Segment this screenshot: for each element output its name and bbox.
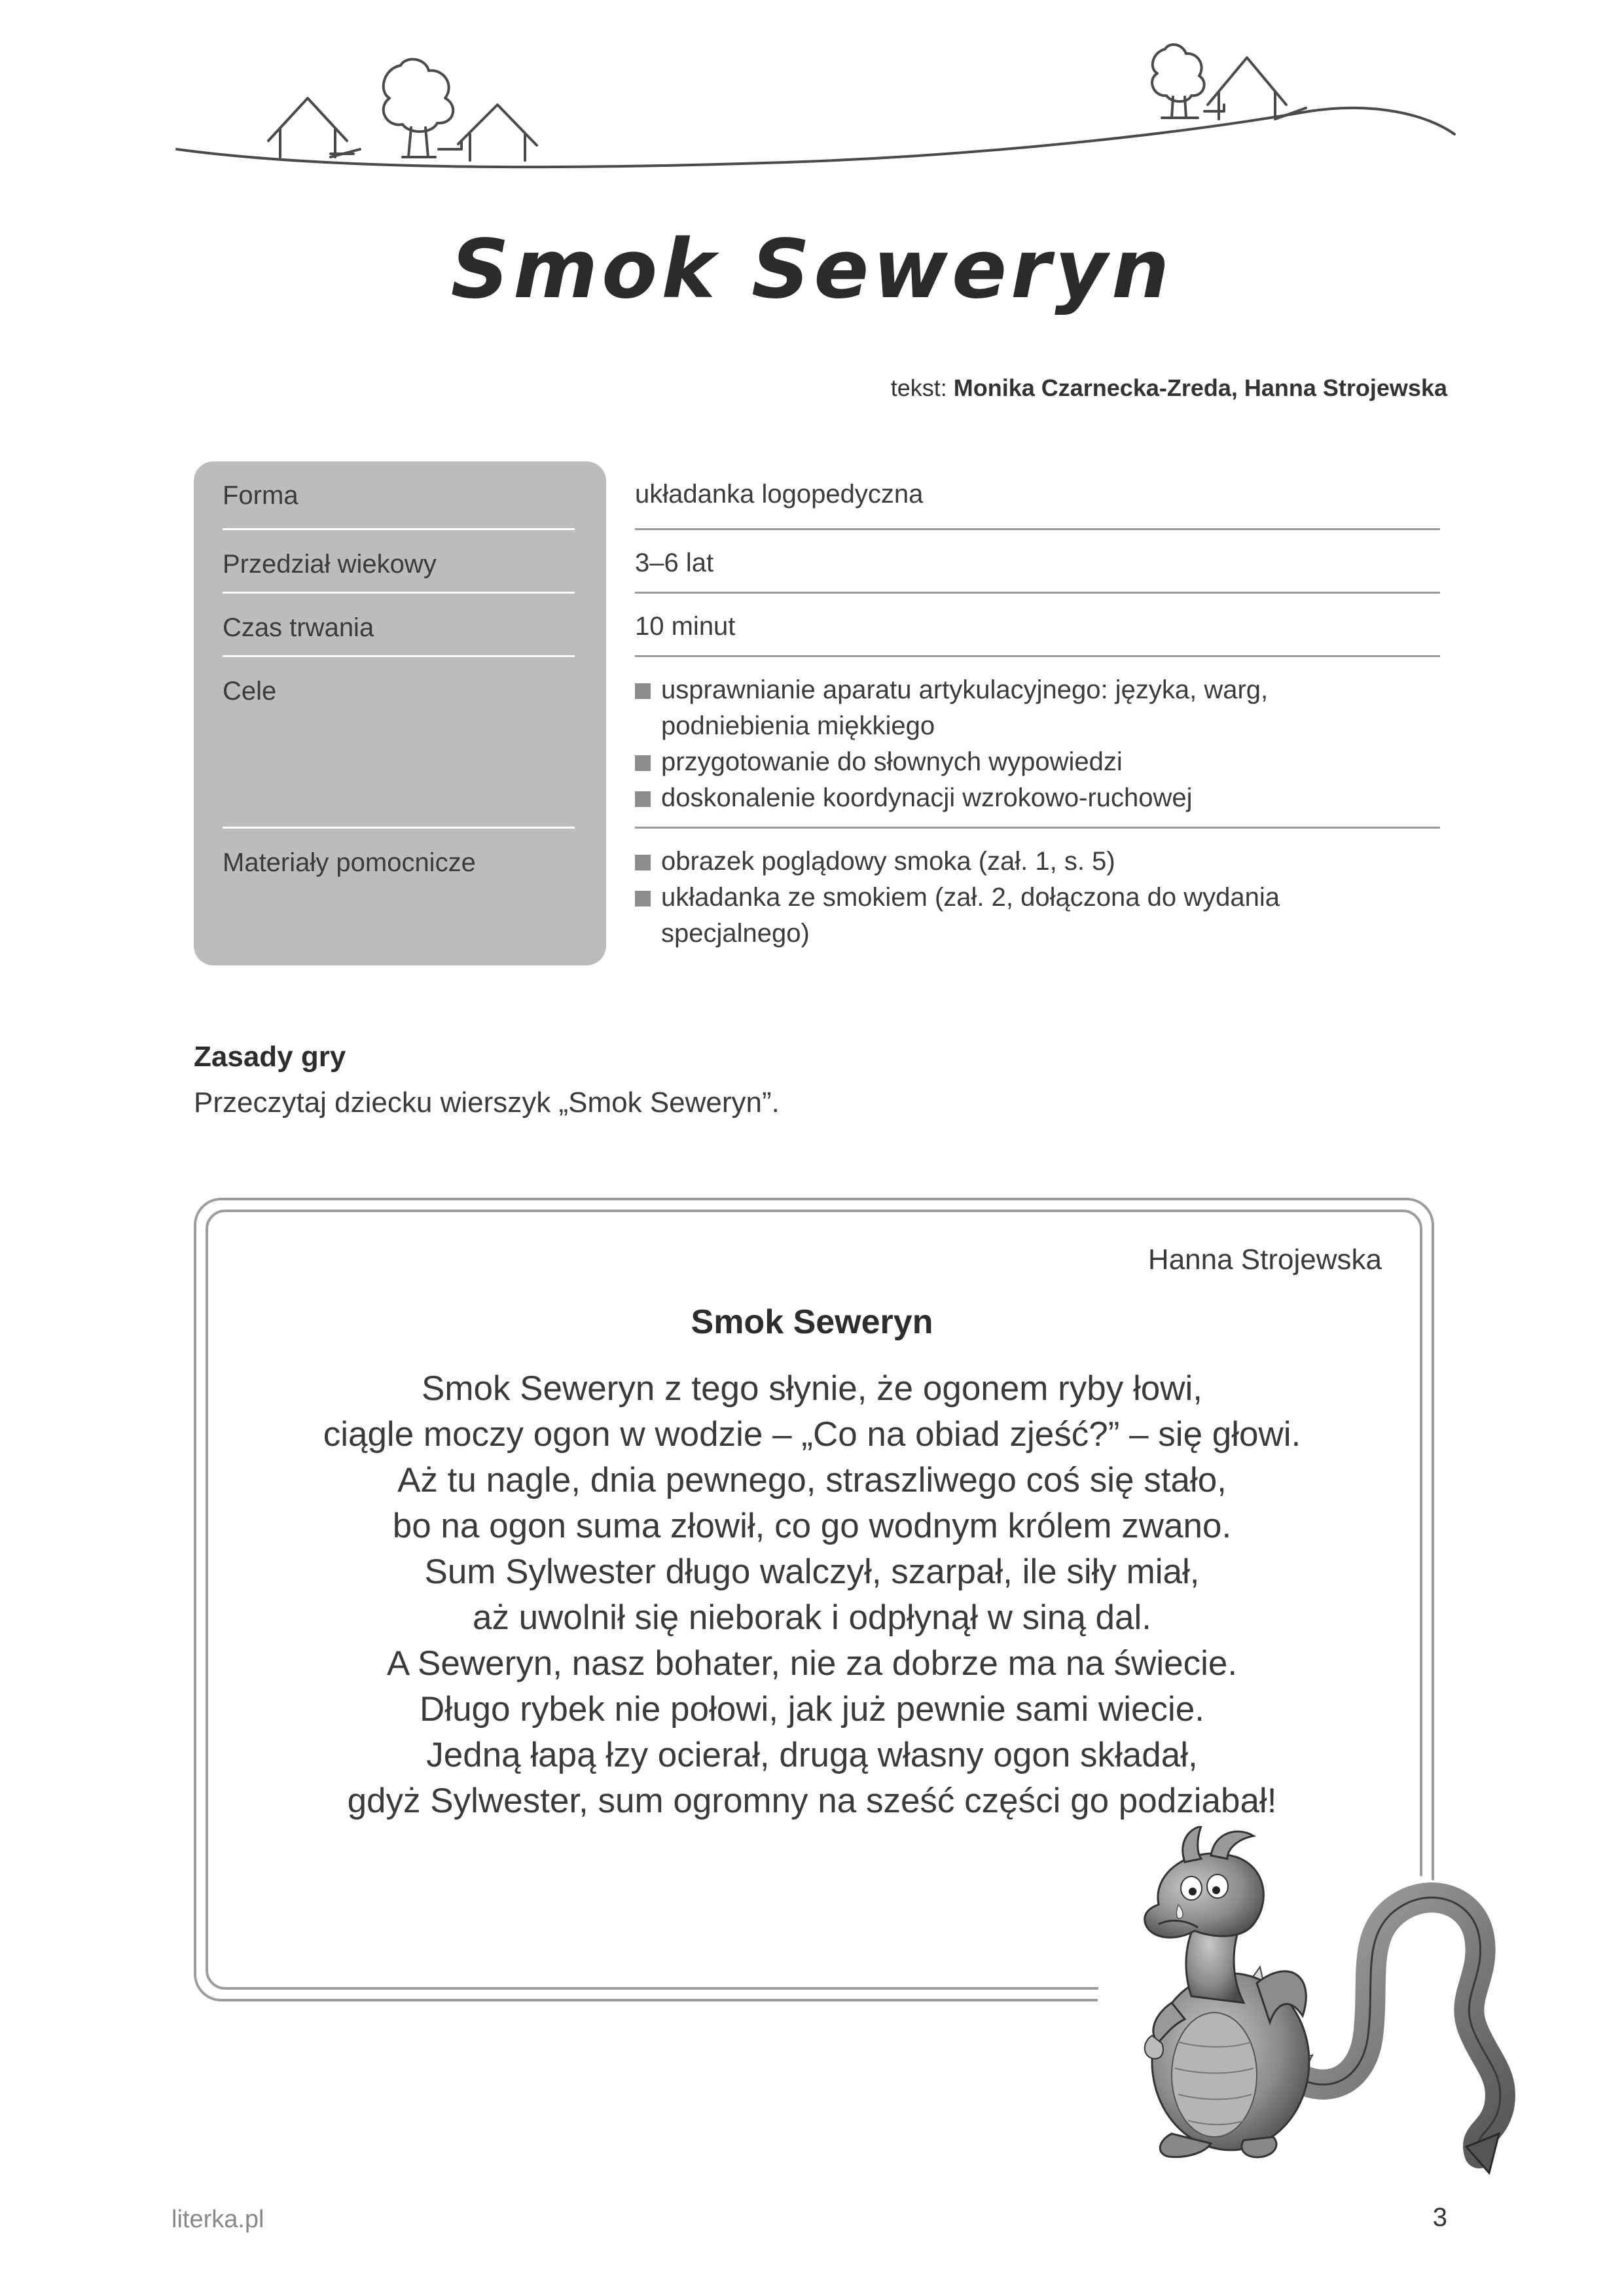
bullet-text: doskonalenie koordynacji wzrokowo-ruchowej [661,783,1193,812]
poem-line: bo na ogon suma złowił, co go wodnym królem zwano. [392,1507,1232,1545]
footer-site: literka.pl [171,2206,264,2233]
document-title: Smok Seweryn [450,223,1174,317]
poem-author: Hanna Strojewska [1147,1244,1382,1276]
poem-title: Smok Seweryn [691,1303,933,1341]
header-landscape-illustration [0,0,1624,183]
info-label: Forma [223,481,298,510]
dragon-illustration [1080,1826,1538,2179]
authors-prefix: tekst: [890,374,954,401]
goal-bullet [635,780,1440,816]
bullet-square-icon [635,683,651,699]
info-label: Czas trwania [223,613,374,642]
info-label: Materiały pomocnicze [223,848,476,877]
poem-line: Długo rybek nie połowi, jak już pewnie sami wiecie. [420,1690,1204,1729]
bullet-square-icon [635,891,651,906]
info-value-text: 10 minut [635,612,736,641]
info-label: Cele [223,677,277,706]
info-row-duration [194,594,1437,657]
material-bullet [635,880,1440,952]
goal-bullet [635,672,1440,744]
material-bullet [635,844,1440,880]
info-value [635,481,1440,512]
info-row-age [194,530,1437,594]
info-label: Przedział wiekowy [223,550,437,579]
bullet-text: specjalnego) [661,919,810,948]
bullet-text: podniebienia miękkiego [661,711,935,740]
poem-line: aż uwolnił się nieborak i odpłynął w siną dal. [472,1598,1152,1637]
page-number: 3 [1432,2203,1447,2232]
poem-line: A Seweryn, nasz bohater, nie za dobrze ma na świecie. [386,1644,1238,1683]
rules-text: Przeczytaj dziecku wierszyk „Smok Seweryn”. [194,1086,780,1119]
poem-line: Aż tu nagle, dnia pewnego, straszliwego coś się stało, [397,1461,1227,1499]
info-row-forma [194,461,1437,530]
bullet-square-icon [635,791,651,807]
info-row-materials [194,829,1437,965]
info-value [635,550,1440,581]
poem-body [0,1366,1624,1824]
poem-line: ciągle moczy ogon w wodzie – „Co na obiad zjeść?” – się głowi. [323,1415,1301,1454]
info-value [635,848,1440,952]
poem-line: Smok Seweryn z tego słynie, że ogonem ryby łowi, [421,1369,1203,1408]
bullet-text: przygotowanie do słownych wypowiedzi [661,747,1123,776]
bullet-square-icon [635,755,651,771]
bullet-text: obrazek poglądowy smoka (zał. 1, s. 5) [661,847,1115,876]
info-value [635,613,1440,645]
authors-names: Monika Czarnecka-Zreda, Hanna Strojewska [953,374,1447,401]
bullet-text: usprawnianie aparatu artykulacyjnego: języka, warg, [661,675,1269,704]
authors-credit [891,374,1447,402]
poem-line: gdyż Sylwester, sum ogromny na sześć części go podziabał! [347,1782,1277,1820]
info-row-goals [194,657,1437,829]
info-value-text: 3–6 lat [635,548,714,577]
info-value-text: układanka logopedyczna [635,480,924,509]
info-value [635,677,1440,816]
bullet-text: układanka ze smokiem (zał. 2, dołączona do wydania [661,883,1280,912]
rules-heading: Zasady gry [194,1041,346,1073]
goal-bullet [635,744,1440,780]
bullet-square-icon [635,855,651,870]
poem-line: Jedną łapą łzy ocierał, drugą własny ogon składał, [426,1736,1198,1774]
poem-line: Sum Sylwester długo walczył, szarpał, ile siły miał, [424,1552,1200,1591]
